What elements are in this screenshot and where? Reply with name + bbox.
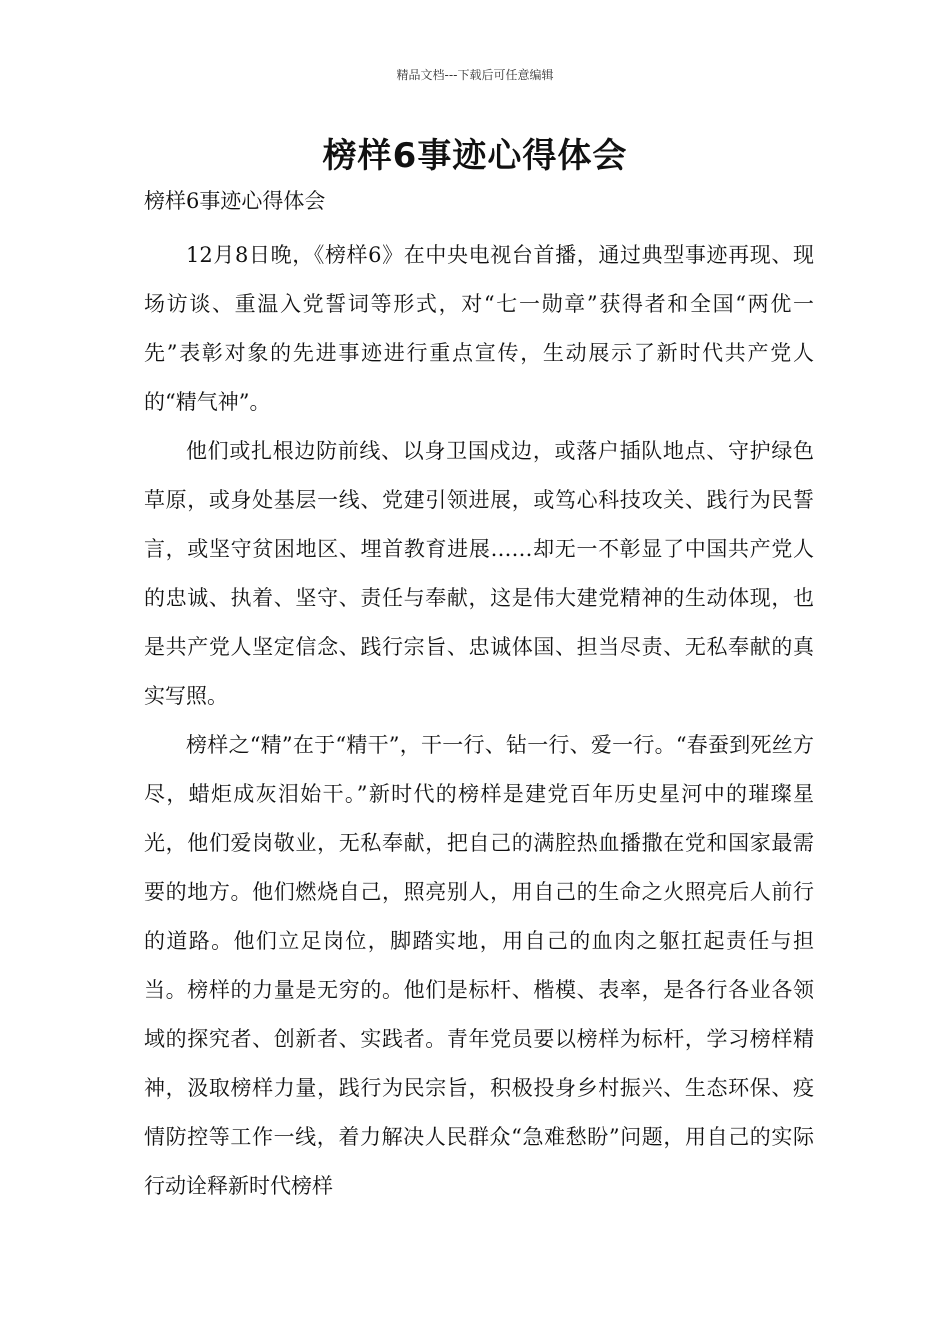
document-body (144, 231, 814, 1211)
paragraph: 12月8日晚，《榜样6》在中央电视台首播，通过典型事迹再现、现场访谈、重温入党誓词等形式，对“七一勋章”获得者和全国“两优一先”表彰对象的先进事迹进行重点宣传，生动展示了新时代共产党人的“精气神”。 (144, 243, 814, 414)
document-subtitle: 榜样6事迹心得体会 (144, 189, 326, 213)
paragraph: 他们或扎根边防前线、以身卫国戍边，或落户插队地点、守护绿色草原，或身处基层一线、党建引领进展，或笃心科技攻关、践行为民誓言，或坚守贫困地区、埋首教育进展……却无一不彰显了中国共产党人的忠诚、执着、坚守、责任与奉献，这是伟大建党精神的生动体现，也是共产党人坚定信念、践行宗旨、忠诚体国、担当尽责、无私奉献的真实写照。 (144, 439, 814, 708)
paragraph: 榜样之“精”在于“精干”，干一行、钻一行、爱一行。“春蚕到死丝方尽，蜡炬成灰泪始干。”新时代的榜样是建党百年历史星河中的璀璨星光，他们爱岗敬业，无私奉献，把自己的满腔热血播撒在党和国家最需要的地方。他们燃烧自己，照亮别人，用自己的生命之火照亮后人前行的道路。他们立足岗位，脚踏实地，用自己的血肉之躯扛起责任与担当。榜样的力量是无穷的。他们是标杆、楷模、表率，是各行各业各领域的探究者、创新者、实践者。青年党员要以榜样为标杆，学习榜样精神，汲取榜样力量，践行为民宗旨，积极投身乡村振兴、生态环保、疫情防控等工作一线，着力解决人民群众“急难愁盼”问题，用自己的实际行动诠释新时代榜样 (144, 733, 814, 1198)
header-note: 精品文档---下载后可任意编辑 (396, 68, 554, 82)
document-title: 榜样6事迹心得体会 (322, 136, 628, 176)
